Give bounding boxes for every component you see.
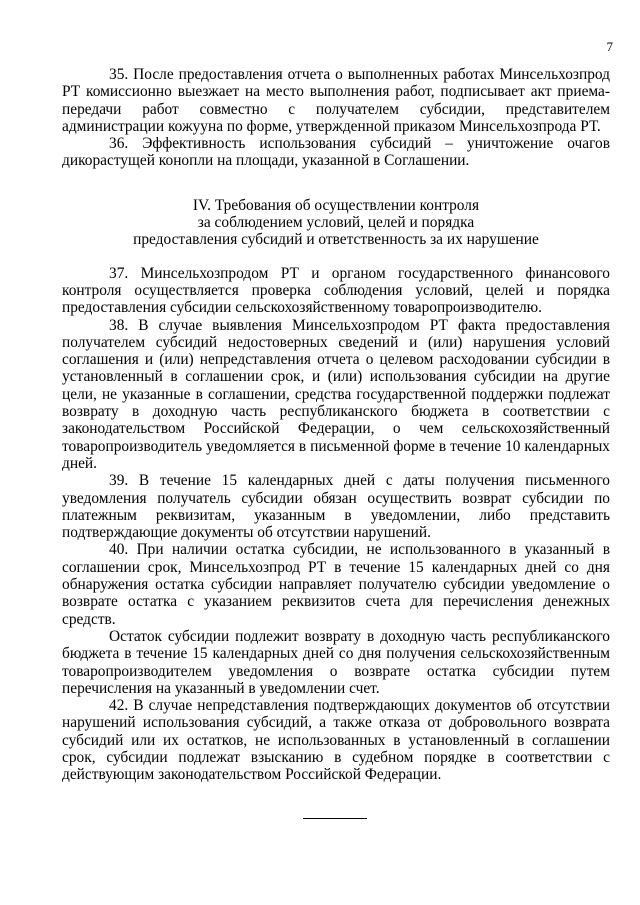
paragraph-42: 42. В случае непредставления подтверждающих документов об отсутствии нарушений использования субсидий, а также отказа от добровольного возврата субсидий или их остатков, не использованных в установленный в соглашении срок, субсидии подлежат взысканию в судебном порядке в соответствии с действующим законодательством Российской Федерации. [62, 697, 610, 784]
closing-rule-divider [303, 818, 367, 819]
paragraph-40-continued: Остаток субсидии подлежит возврату в доходную часть республиканского бюджета в течение 15 календарных дней со дня получения сельскохозяйственным товаропроизводителем уведомления о возврате остатка субсидии путем перечисления на указанный в уведомлении счет. [62, 627, 610, 697]
section-heading-line: предоставления субсидий и ответственность за их нарушение [133, 231, 539, 249]
paragraph-38: 38. В случае выявления Минсельхозпродом РТ факта предоставления получателем субсидий недостоверных сведений и (или) нарушения условий соглашения и (или) непредставления отчета о целевом расходовании субсидии в установленный в соглашении срок, и (или) использования субсидии на другие цели, не указанные в соглашении, средства государственной поддержки подлежат возврату в доходную часть республиканского бюджета в соответствии с законодательством Российской Федерации, о чем сельскохозяйственный товаропроизводитель уведомляется в письменной форме в течение 10 календарных дней. [62, 316, 610, 472]
paragraph-39: 39. В течение 15 календарных дней с даты получения письменного уведомления получатель субсидии обязан осуществить возврат субсидии по платежным реквизитам, указанным в уведомлении, либо представить подтверждающие документы об отсутствии нарушений. [62, 472, 610, 542]
page-number: 7 [606, 39, 613, 54]
paragraph-40: 40. При наличии остатка субсидии, не использованного в указанный в соглашении срок, Минсельхозпрод РТ в течение 15 календарных дней со дня обнаружения остатка субсидии направляет получателю субсидии уведомление о возврате остатка с указанием реквизитов счета для перечисления денежных средств. [62, 541, 610, 628]
section-heading-line: за соблюдением условий, целей и порядка [197, 214, 475, 232]
section-heading [62, 197, 610, 249]
paragraph-36: 36. Эффективность использования субсидий – уничтожение очагов дикорастущей конопли на площади, указанной в Соглашении. [62, 135, 610, 170]
section-heading-line: IV. Требования об осуществлении контроля [192, 196, 480, 214]
document-body [62, 66, 610, 784]
paragraph-37: 37. Минсельхозпродом РТ и органом государственного финансового контроля осуществляется проверка соблюдения условий, целей и порядка предоставления субсидии сельскохозяйственному товаропроизводителю. [62, 264, 610, 317]
paragraph-35: 35. После предоставления отчета о выполненных работах Минсельхозпрод РТ комиссионно выезжает на место выполнения работ, подписывает акт приема-передачи работ совместно с получателем субсидии, представителем администрации кожууна по форме, утвержденной приказом Минсельхозпрода РТ. [62, 66, 610, 135]
